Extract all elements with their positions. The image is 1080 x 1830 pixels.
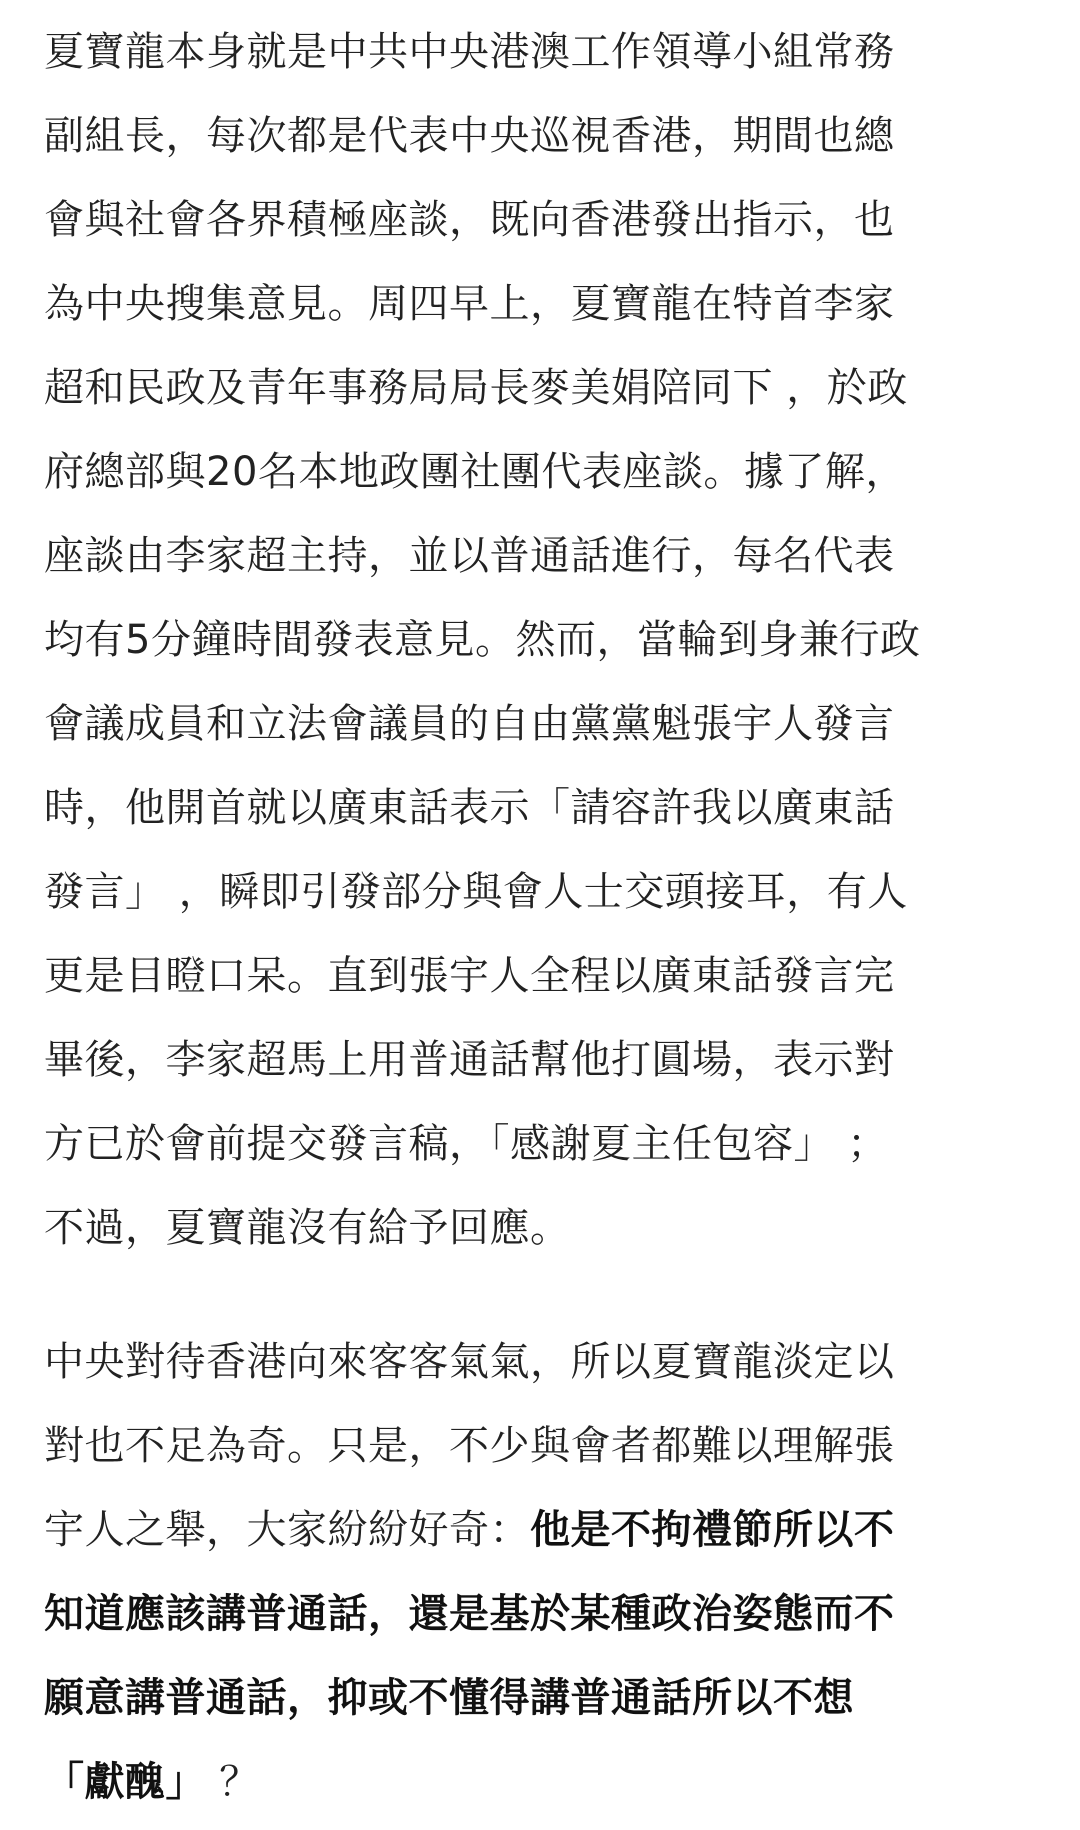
bold-text-segment: 「獻醜」 <box>44 1759 206 1805</box>
text-line: 座談由李家超主持，並以普通話進行，每名代表 <box>44 533 895 579</box>
text-line: 畢後，李家超馬上用普通話幫他打圓場，表示對 <box>44 1037 895 1083</box>
text-line: 均有5分鐘時間發表意見。然而，當輪到身兼行政 <box>44 617 921 663</box>
text-line: 時，他開首就以廣東話表示「請容許我以廣東話 <box>44 785 895 831</box>
text-line: 不過，夏寶龍沒有給予回應。 <box>44 1205 571 1251</box>
text-segment: 宇人之舉，大家紛紛好奇： <box>44 1507 530 1553</box>
paragraph-2 <box>44 1320 1046 1824</box>
text-line: 夏寶龍本身就是中共中央港澳工作領導小組常務 <box>44 29 895 75</box>
text-line: 會與社會各界積極座談，既向香港發出指示，也 <box>44 197 895 243</box>
text-line: 副組長，每次都是代表中央巡視香港，期間也總 <box>44 113 895 159</box>
text-line: 中央對待香港向來客客氣氣，所以夏寶龍淡定以 <box>44 1339 895 1385</box>
text-segment: ？ <box>206 1759 260 1805</box>
text-line: 為中央搜集意見。周四早上，夏寶龍在特首李家 <box>44 281 895 327</box>
text-line: 會議成員和立法會議員的自由黨黨魁張宇人發言 <box>44 701 895 747</box>
bold-text-line: 知道應該講普通話，還是基於某種政治姿態而不 <box>44 1591 895 1637</box>
text-line: 方已於會前提交發言稿，「感謝夏主任包容」 ； <box>44 1121 888 1167</box>
text-line: 府總部與20名本地政團社團代表座談。據了解， <box>44 449 906 495</box>
text-line: 對也不足為奇。只是，不少與會者都難以理解張 <box>44 1423 895 1469</box>
text-line <box>44 1488 1046 1572</box>
bold-text-segment: 他是不拘禮節所以不 <box>530 1507 895 1553</box>
paragraph-1 <box>44 10 1046 1270</box>
text-line <box>44 1740 1046 1824</box>
text-line: 更是目瞪口呆。直到張宇人全程以廣東話發言完 <box>44 953 895 999</box>
text-line: 發言」 ，瞬即引發部分與會人士交頭接耳，有人 <box>44 869 908 915</box>
text-line: 超和民政及青年事務局局長麥美娟陪同下 ，於政 <box>44 365 908 411</box>
bold-text-line: 願意講普通話，抑或不懂得講普通話所以不想 <box>44 1675 854 1721</box>
